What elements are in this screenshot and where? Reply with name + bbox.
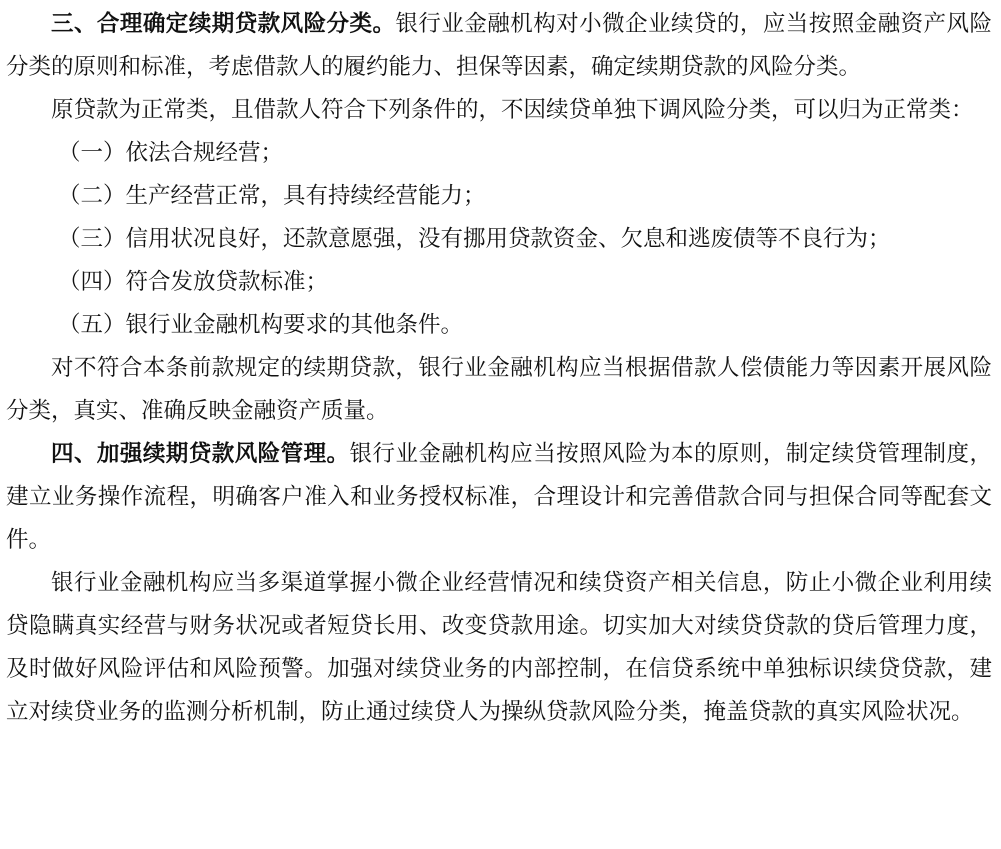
noncompliant-paragraph: 对不符合本条前款规定的续期贷款，银行业金融机构应当根据借款人偿债能力等因素开展风险分类，真实、准确反映金融资产质量。 [6,355,992,424]
condition-item-2: （二）生产经营正常，具有持续经营能力； [58,183,486,209]
final-paragraph: 银行业金融机构应当多渠道掌握小微企业经营情况和续贷资产相关信息，防止小微企业利用续贷隐瞒真实经营与财务状况或者短贷长用、改变贷款用途。切实加大对续贷贷款的贷后管理力度，及时做好风险评估和风险预警。加强对续贷业务的内部控制，在信贷系统中单独标识续贷贷款，建立对续贷业务的监测分析机制，防止通过续贷人为操纵贷款风险分类，掩盖贷款的真实风险状况。 [6,570,992,725]
section4-heading: 四、加强续期贷款风险管理。 [51,441,350,467]
condition-item-3: （三）信用状况良好，还款意愿强，没有挪用贷款资金、欠息和逃废债等不良行为； [58,226,891,252]
condition-item-4: （四）符合发放贷款标准； [58,269,329,295]
section3-paragraph [6,3,992,89]
condition-item-1: （一）依法合规经营； [58,140,284,166]
condition-item-5: （五）银行业金融机构要求的其他条件。 [58,312,464,338]
section4-paragraph [6,433,992,562]
section4-text: 银行业金融机构应当按照风险为本的原则，制定续贷管理制度，建立业务操作流程，明确客户准入和业务授权标准，合理设计和完善借款合同与担保合同等配套文件。 [6,441,992,553]
conditions-intro: 原贷款为正常类，且借款人符合下列条件的，不因续贷单独下调风险分类，可以归为正常类： [51,97,974,123]
section3-heading: 三、合理确定续期贷款风险分类。 [51,11,396,37]
section3-text: 银行业金融机构对小微企业续贷的，应当按照金融资产风险分类的原则和标准，考虑借款人的履约能力、担保等因素，确定续期贷款的风险分类。 [6,11,992,80]
